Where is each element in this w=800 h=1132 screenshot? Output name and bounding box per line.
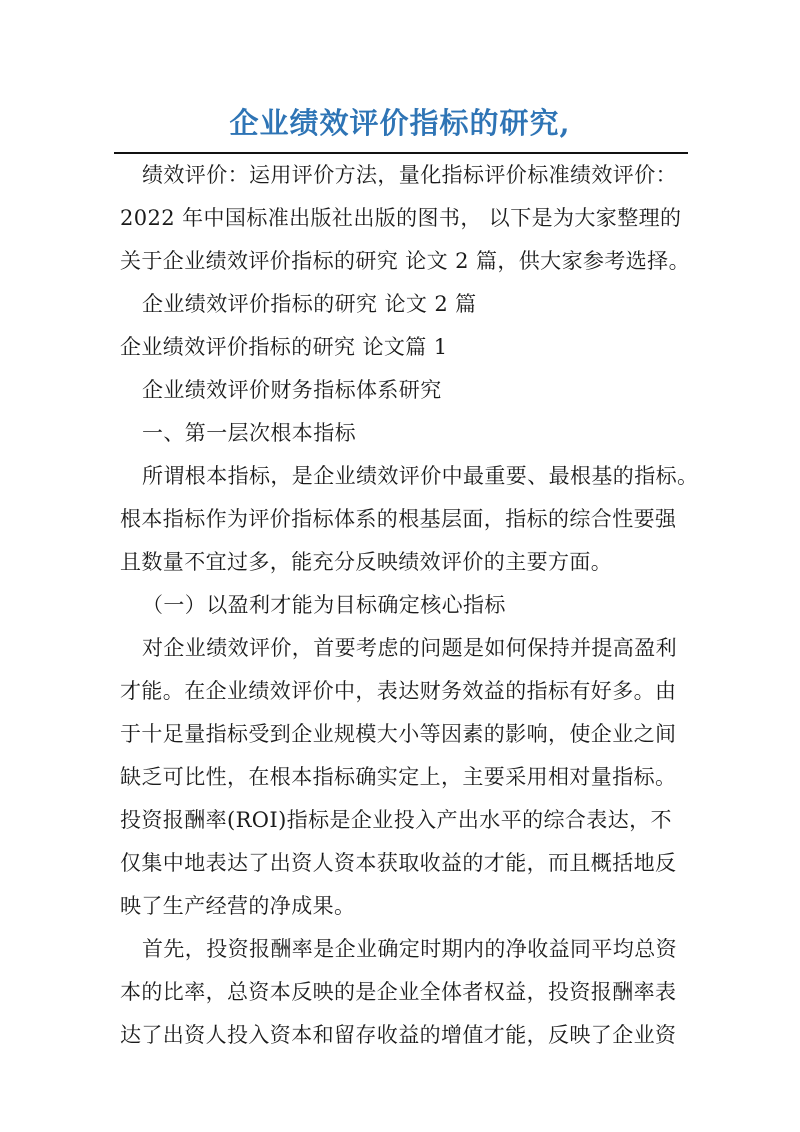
paragraph-line: 对企业绩效评价，首要考虑的问题是如何保持并提高盈利: [142, 636, 677, 660]
title-divider: [114, 152, 688, 154]
section-heading: （一）以盈利才能为目标确定核心指标: [142, 593, 506, 617]
paragraph-line: 且数量不宜过多，能充分反映绩效评价的主要方面。: [120, 550, 613, 574]
paragraph-line: 仅集中地表达了出资人资本获取收益的才能，而且概括地反: [120, 851, 677, 875]
paragraph-line: 根本指标作为评价指标体系的根基层面，指标的综合性要强: [120, 507, 677, 531]
paragraph-line: 才能。在企业绩效评价中，表达财务效益的指标有好多。由: [120, 679, 677, 703]
paragraph-line: 映了生产经营的净成果。: [120, 894, 356, 918]
section-heading: 企业绩效评价指标的研究 论文 2 篇: [142, 292, 477, 316]
paragraph-line: 关于企业绩效评价指标的研究 论文 2 篇，供大家参考选择。: [120, 249, 690, 273]
section-heading: 企业绩效评价财务指标体系研究: [142, 378, 442, 402]
section-heading: 一、第一层次根本指标: [142, 421, 356, 445]
paragraph-line: 缺乏可比性，在根本指标确实定上，主要采用相对量指标。: [120, 765, 677, 789]
document-title: 企业绩效评价指标的研究,: [229, 106, 571, 140]
paragraph-line: 2022 年中国标准出版社出版的图书， 以下是为大家整理的: [120, 206, 682, 230]
paragraph-line: 本的比率，总资本反映的是企业全体者权益，投资报酬率表: [120, 980, 677, 1004]
paragraph-line: 首先，投资报酬率是企业确定时期内的净收益同平均总资: [142, 937, 677, 961]
paragraph-line: 所谓根本指标，是企业绩效评价中最重要、最根基的指标。: [142, 464, 699, 488]
paragraph-line: 绩效评价：运用评价方法，量化指标评价标准绩效评价：: [142, 163, 677, 187]
paragraph-line: 达了出资人投入资本和留存收益的增值才能，反映了企业资: [120, 1023, 677, 1047]
paragraph-line: 投资报酬率(ROI)指标是企业投入产出水平的综合表达，不: [120, 808, 672, 832]
section-heading: 企业绩效评价指标的研究 论文篇 1: [120, 335, 448, 359]
paragraph-line: 于十足量指标受到企业规模大小等因素的影响，使企业之间: [120, 722, 677, 746]
